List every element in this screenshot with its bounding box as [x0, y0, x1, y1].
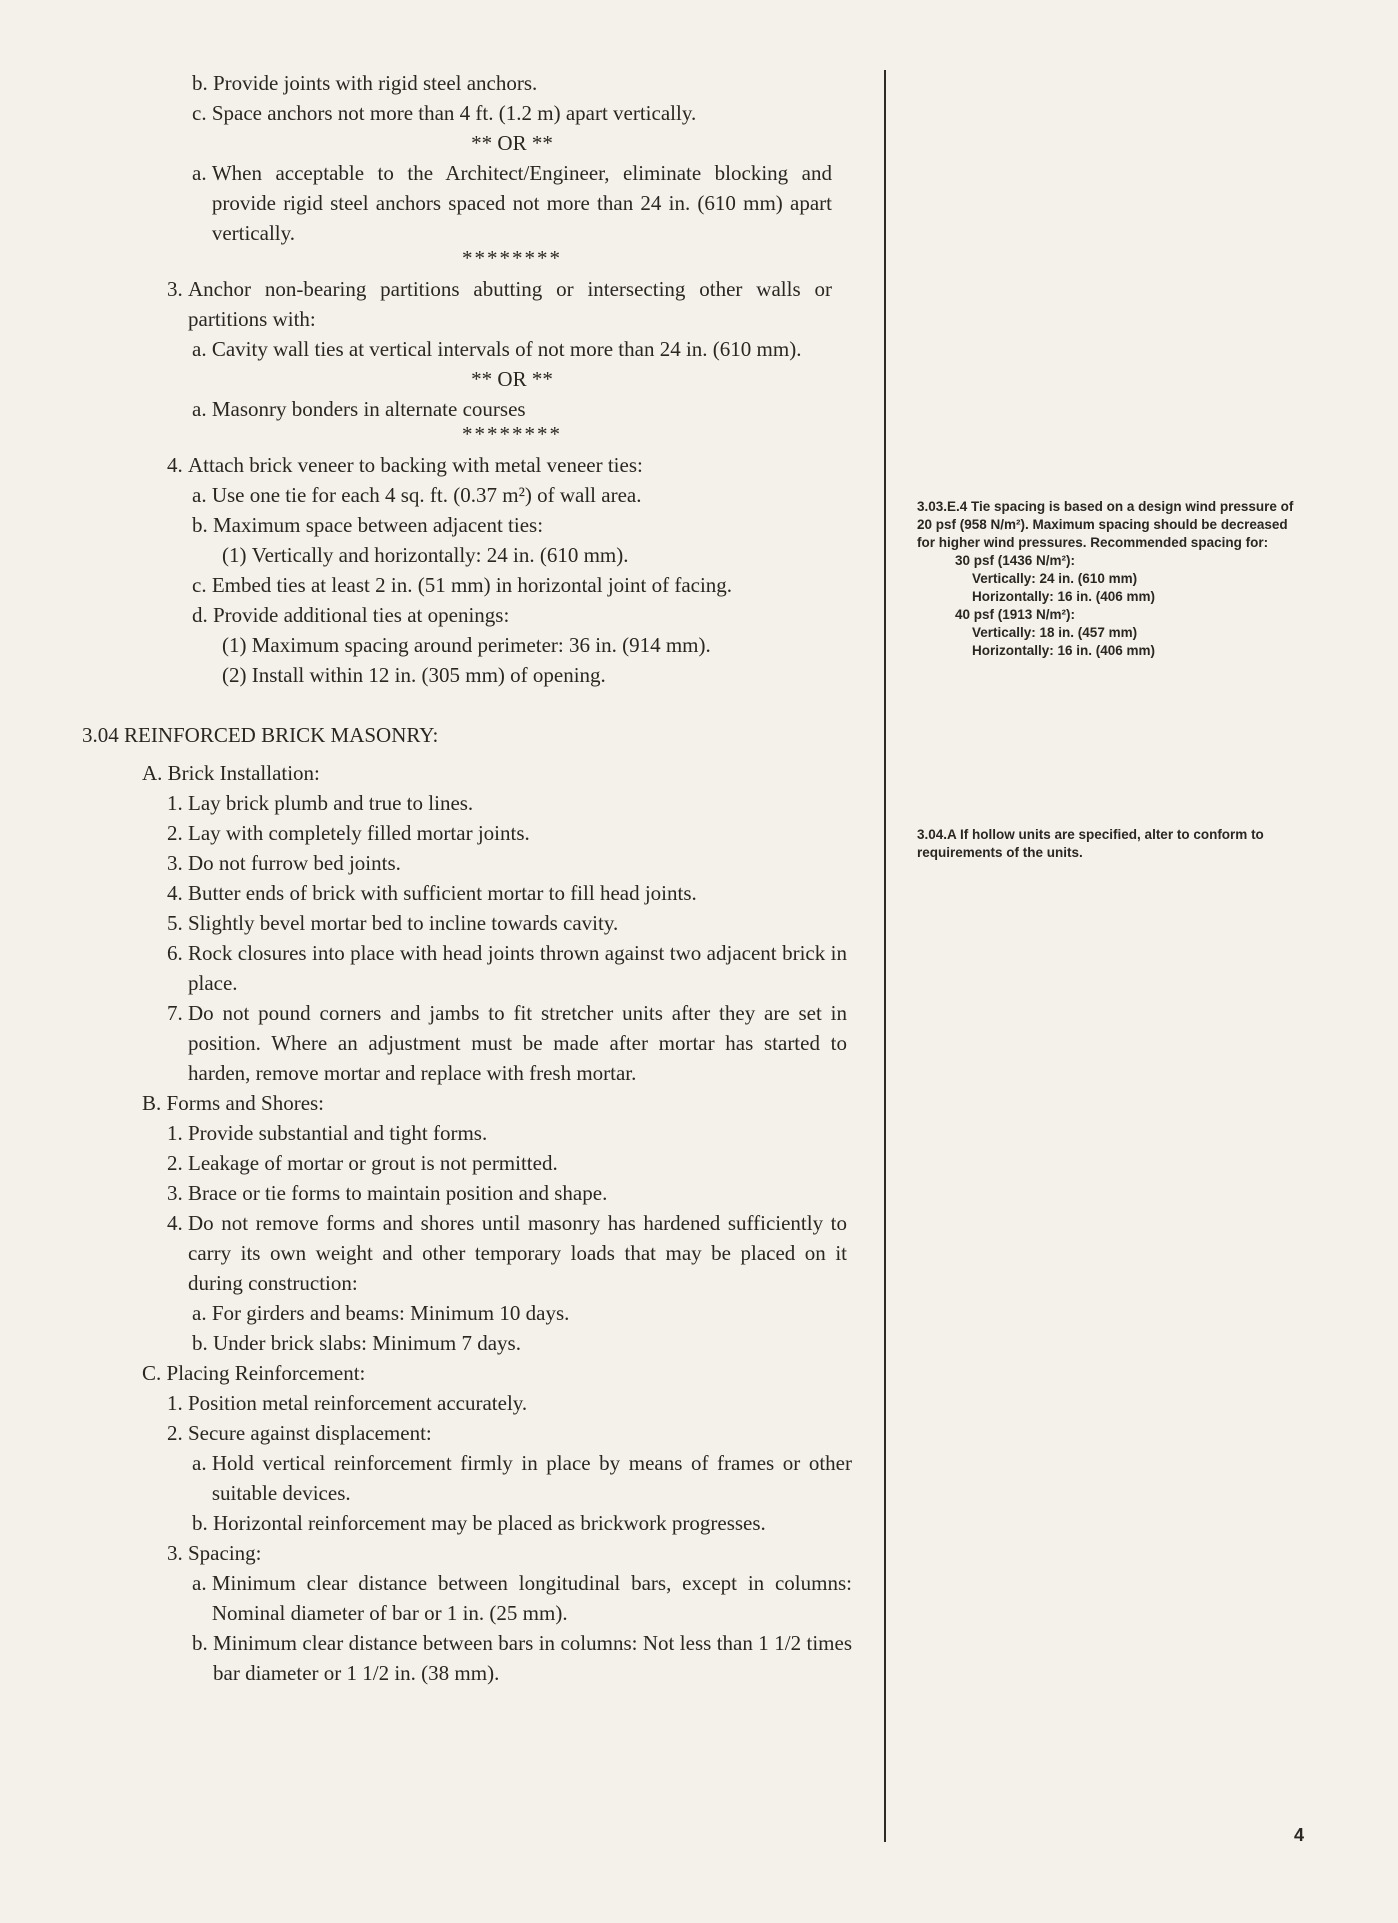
stars-separator: ********: [462, 246, 562, 270]
list-item: C. Placing Reinforcement:: [142, 1361, 366, 1385]
page-number: 4: [1294, 1825, 1305, 1845]
side-note-text: 3.03.E.4 Tie spacing is based on a design wind pressure of 20 psf (958 N/m²). Maximum spacing should be decreased for higher wind pressures. Recommended spacing for:: [917, 499, 1294, 550]
list-item: a. Hold vertical reinforcement firmly in place by means of frames or other suitable devices.: [192, 1451, 852, 1505]
list-item: a. Minimum clear distance between longitudinal bars, except in columns: Nominal diameter of bar or 1 in. (25 mm).: [192, 1571, 852, 1625]
list-item: b. Maximum space between adjacent ties:: [192, 513, 544, 537]
list-item: d. Provide additional ties at openings:: [192, 603, 510, 627]
list-item: (1) Vertically and horizontally: 24 in. (610 mm).: [222, 543, 629, 567]
side-note-line: Horizontally: 16 in. (406 mm): [972, 589, 1156, 604]
list-item: (2) Install within 12 in. (305 mm) of opening.: [222, 663, 606, 687]
list-item: 3. Do not furrow bed joints.: [167, 851, 401, 875]
list-item: c. Embed ties at least 2 in. (51 mm) in horizontal joint of facing.: [192, 573, 733, 597]
list-item: b. Provide joints with rigid steel anchors.: [192, 71, 538, 95]
column-divider: [884, 70, 886, 1842]
list-item: 4. Do not remove forms and shores until masonry has hardened sufficiently to carry its own weight and other temporary loads that may be placed on it during construction:: [167, 1211, 847, 1295]
list-item: 2. Secure against displacement:: [167, 1421, 432, 1445]
list-item: B. Forms and Shores:: [142, 1091, 325, 1115]
list-item: A. Brick Installation:: [142, 761, 320, 785]
or-separator: ** OR **: [471, 131, 553, 155]
or-separator: ** OR **: [471, 367, 553, 391]
list-item: a. For girders and beams: Minimum 10 days.: [192, 1301, 570, 1325]
side-note-line: Vertically: 18 in. (457 mm): [972, 625, 1138, 640]
main-column: [82, 68, 858, 1688]
side-note-tie-spacing: [917, 498, 1297, 660]
list-item: 3. Spacing:: [167, 1541, 262, 1565]
list-item: 3. Brace or tie forms to maintain position and shape.: [167, 1181, 608, 1205]
side-note-line: 40 psf (1913 N/m²):: [955, 607, 1076, 622]
side-note-hollow-units: 3.04.A If hollow units are specified, alter to conform to requirements of the units.: [917, 827, 1264, 860]
list-item: c. Space anchors not more than 4 ft. (1.2 m) apart vertically.: [192, 101, 697, 125]
list-item: 3. Anchor non-bearing partitions abutting or intersecting other walls or partitions with:: [167, 277, 832, 331]
list-item: 1. Lay brick plumb and true to lines.: [167, 791, 474, 815]
list-item: (1) Maximum spacing around perimeter: 36 in. (914 mm).: [222, 633, 711, 657]
list-item: 5. Slightly bevel mortar bed to incline towards cavity.: [167, 911, 619, 935]
list-item: 4. Attach brick veneer to backing with metal veneer ties:: [167, 453, 643, 477]
list-item: 1. Provide substantial and tight forms.: [167, 1121, 488, 1145]
list-item: a. Cavity wall ties at vertical intervals of not more than 24 in. (610 mm).: [192, 337, 802, 361]
list-item: a. Use one tie for each 4 sq. ft. (0.37 m²) of wall area.: [192, 483, 642, 507]
side-note-line: Vertically: 24 in. (610 mm): [972, 571, 1138, 586]
list-item: 4. Butter ends of brick with sufficient mortar to fill head joints.: [167, 881, 697, 905]
list-item: 6. Rock closures into place with head joints thrown against two adjacent brick in place.: [167, 941, 847, 995]
section-heading: 3.04 REINFORCED BRICK MASONRY:: [82, 723, 439, 747]
list-item: a. When acceptable to the Architect/Engineer, eliminate blocking and provide rigid steel anchors spaced not more than 24 in. (610 mm) apart vertically.: [192, 161, 832, 245]
list-item: 7. Do not pound corners and jambs to fit stretcher units after they are set in position. Where an adjustment must be made after mortar has started to harden, remove mortar and replace with fresh mortar.: [167, 1001, 847, 1085]
list-item: b. Under brick slabs: Minimum 7 days.: [192, 1331, 521, 1355]
list-item: 2. Leakage of mortar or grout is not permitted.: [167, 1151, 558, 1175]
stars-separator: ********: [462, 422, 562, 446]
side-note-line: 30 psf (1436 N/m²):: [955, 553, 1076, 568]
list-item: 2. Lay with completely filled mortar joints.: [167, 821, 530, 845]
list-item: a. Masonry bonders in alternate courses: [192, 397, 526, 421]
list-item: 1. Position metal reinforcement accurately.: [167, 1391, 528, 1415]
list-item: b. Minimum clear distance between bars in columns: Not less than 1 1/2 times bar diameter or 1 1/2 in. (38 mm).: [192, 1631, 852, 1685]
list-item: b. Horizontal reinforcement may be placed as brickwork progresses.: [192, 1511, 766, 1535]
side-note-line: Horizontally: 16 in. (406 mm): [972, 643, 1156, 658]
